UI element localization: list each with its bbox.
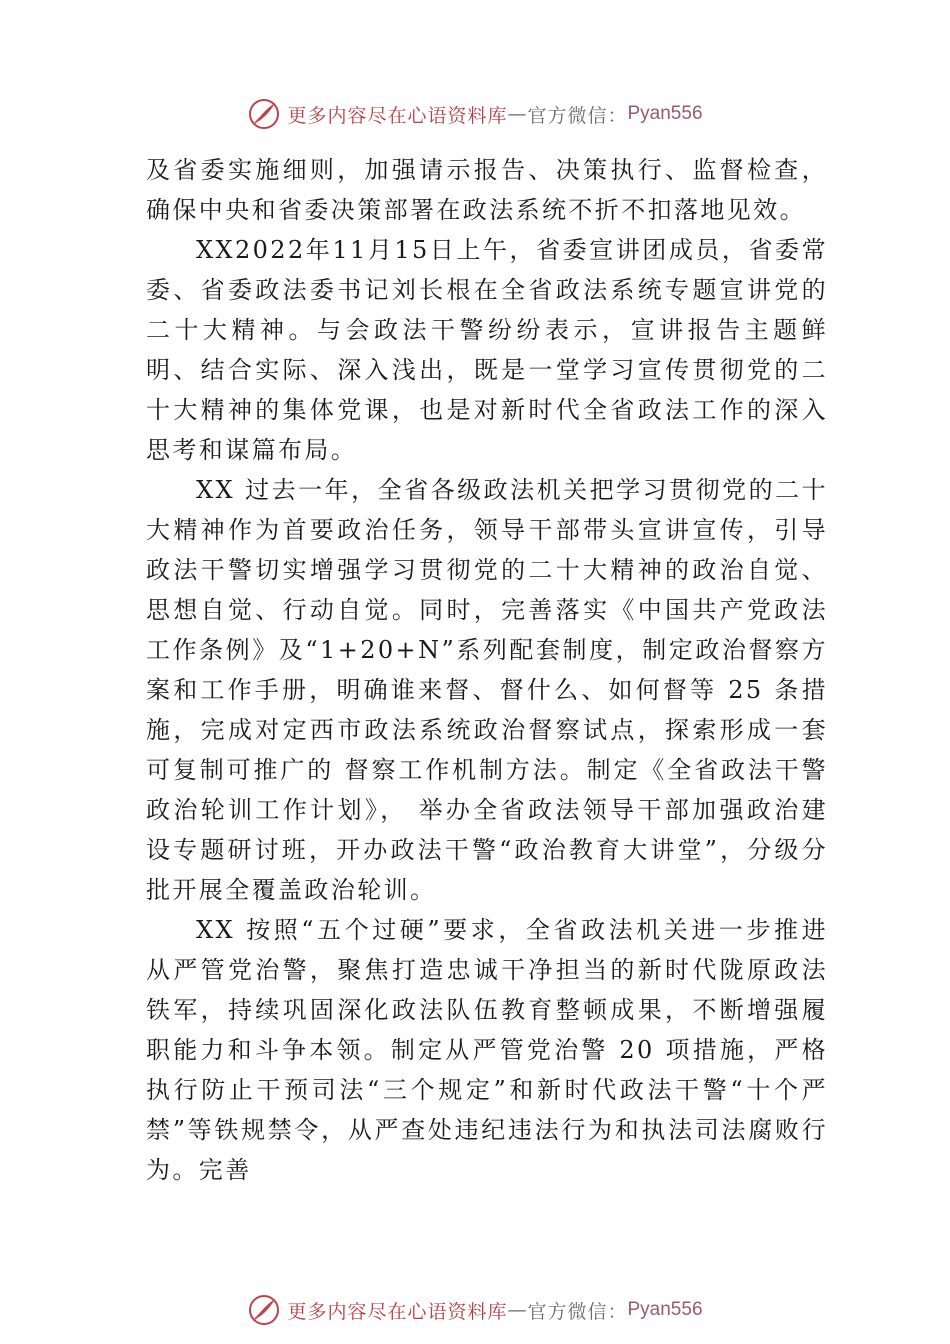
footer-watermark	[0, 1290, 950, 1330]
paragraph: XX 按照“五个过硬”要求，全省政法机关进一步推进从严管党治警，聚焦打造忠诚干净担当的新时代陇原政法铁军，持续巩固深化政法队伍教育整顿成果，不断增强履职能力和斗争本领。制定从严管党治警 20 项措施，严格执行防止干预司法“三个规定”和新时代政法干警“十个严禁”等铁规禁令，从严查处违纪违法行为和执法司法腐败行为。完善	[146, 916, 828, 1184]
header-watermark	[0, 94, 950, 134]
paragraph: XX 过去一年，全省各级政法机关把学习贯彻党的二十大精神作为首要政治任务，领导干部带头宣讲宣传，引导政法干警切实增强学习贯彻党的二十大精神的政治自觉、思想自觉、行动自觉。同时，完善落实《中国共产党政法工作条例》及“1+20+N”系列配套制度，制定政治督察方案和工作手册，明确谁来督、督什么、如何督等 25 条措施，完成对定西市政法系统政治督察试点，探索形成一套可复制可推广的 督察工作机制方法。制定《全省政法干警政治轮训工作计划》， 举办全省政法领导干部加强政治建设专题研讨班，开办政法干警“政治教育大讲堂”，分级分批开展全覆盖政治轮训。	[146, 476, 828, 904]
watermark-brand: 更多内容尽在心语资料库	[287, 104, 508, 127]
paragraph: XX2022年11月15日上午，省委宣讲团成员，省委常委、省委政法委书记刘长根在全省政法系统专题宣讲党的二十大精神。与会政法干警纷纷表示，宣讲报告主题鲜明、结合实际、深入浅出，既是一堂学习宣传贯彻党的二十大精神的集体党课，也是对新时代全省政法工作的深入思考和谋篇布局。	[146, 236, 828, 464]
watermark-dash: —	[507, 1299, 528, 1321]
watermark-dash: —	[507, 103, 528, 125]
watermark-label: 官方微信：	[527, 1300, 628, 1323]
watermark-brand: 更多内容尽在心语资料库	[287, 1300, 508, 1323]
paragraph-continuation: 及省委实施细则，加强请示报告、决策执行、监督检查，确保中央和省委决策部署在政法系统不折不扣落地见效。	[146, 156, 828, 224]
watermark-label: 官方微信：	[527, 104, 628, 127]
quill-logo-icon	[247, 97, 281, 131]
watermark-account: Pyan556	[627, 1299, 703, 1320]
quill-logo-icon	[247, 1293, 281, 1327]
watermark-account: Pyan556	[627, 103, 703, 124]
document-body	[146, 150, 828, 1190]
